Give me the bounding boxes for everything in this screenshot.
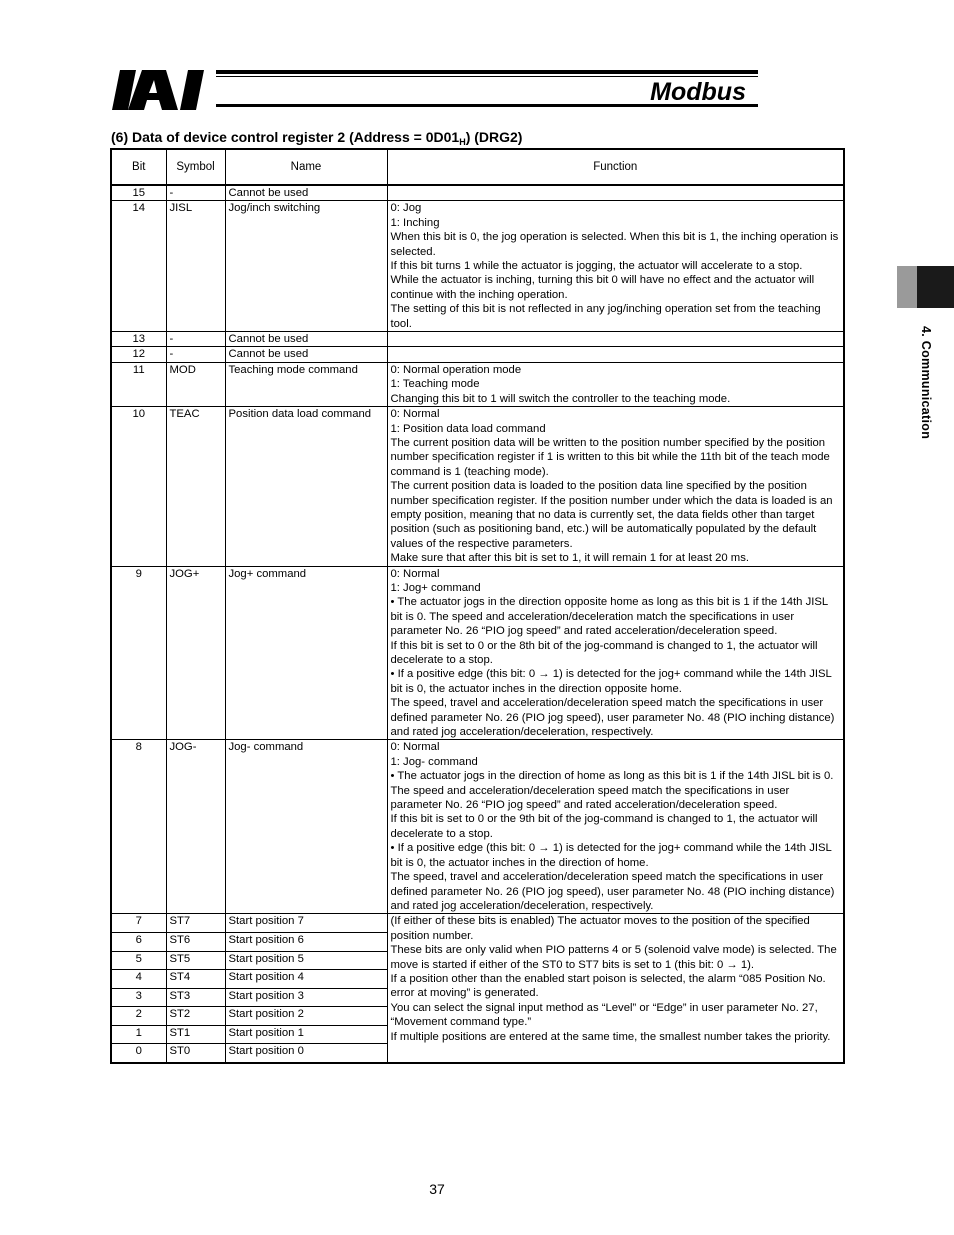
bit-cell: 10 [111,407,166,566]
symbol-cell: - [166,347,225,362]
function-line: The speed, travel and acceleration/deceleration speed match the specifications in user defined parameter No. 26 (PIO jog speed), user parameter No. 48 (PIO inching distance) and rated jog acceleration/deceleration, respectively. [390,871,835,912]
name-cell: Teaching mode command [225,362,387,406]
bit-cell: 3 [111,988,166,1007]
table-row [111,407,844,566]
symbol-cell: ST0 [166,1044,225,1063]
function-line: 0: Normal [390,567,440,580]
header-name: Name [225,149,387,185]
function-line: These bits are only valid when PIO patterns 4 or 5 (solenoid valve mode) is selected. The move is started if either of the ST0 to ST7 bits is set to 1 (this bit: 0 → 1). [390,944,837,971]
section-title-subscript: H [459,137,466,147]
section-title-prefix: (6) Data of device control register 2 (Address = 0D01 [111,129,460,145]
chapter-label: 4. Communication [919,326,933,440]
function-line: The current position data is loaded to the position data line specified by the position number specification register. If the position number under which the data is loaded is an empty position, meaning that no data is currently set, the data fields other than target position (such as positioning band, etc.) will be automatically populated by the default values of the respective parameters. [390,480,833,550]
symbol-cell: JISL [166,201,225,332]
function-line: The speed, travel and acceleration/deceleration speed match the specifications in user defined parameter No. 26 (PIO jog speed), user parameter No. 48 (PIO inching distance) and rated jog acceleration/deceleration, respectively. [390,697,835,739]
table-body [111,185,844,1063]
function-line: • The actuator jogs in the direction of home as long as this bit is 1 if the 14th JISL bit is 0. The speed and acceleration/deceleration speed match the specifications in user parameter No. 26 “PIO jog speed” and rated acceleration/deceleration speed. [390,770,834,812]
table-row [111,740,844,914]
function-line: • The actuator jogs in the direction opposite home as long as this bit is 1 if the 14th JISL bit is 0. The speed and acceleration/deceleration match the specifications in user parameter No. 26 “PIO jog speed” and rated acceleration/deceleration speed. [390,596,828,638]
product-title: Modbus [650,78,746,106]
function-line: 1: Jog- command [390,755,478,768]
symbol-cell: - [166,332,225,347]
bit-cell: 9 [111,566,166,740]
function-line: If a position other than the enabled start poison is selected, the alarm “085 Position No. error at moving” is generated. [390,972,826,1000]
name-cell: Cannot be used [225,347,387,362]
name-cell: Start position 1 [225,1025,387,1044]
function-line: If this bit turns 1 while the actuator is jogging, the actuator will accelerate to a stop. [390,260,803,273]
table-row [111,362,844,406]
symbol-cell: ST5 [166,951,225,970]
bit-cell: 6 [111,932,166,951]
function-line: If this bit is set to 0 or the 9th bit of the jog-command is changed to 1, the actuator will decelerate to a stop. [390,813,818,840]
function-line: When this bit is 0, the jog operation is selected. When this bit is 1, the inching operation is selected. [390,231,839,258]
function-line: (If either of these bits is enabled) The actuator moves to the position of the specified position number. [390,915,810,942]
bit-cell: 0 [111,1044,166,1063]
name-cell: Cannot be used [225,332,387,347]
table-row [111,914,844,933]
chapter-tab-dark [917,266,954,308]
bit-cell: 1 [111,1025,166,1044]
bit-cell: 5 [111,951,166,970]
symbol-cell: ST1 [166,1025,225,1044]
symbol-cell: - [166,185,225,201]
bit-cell: 11 [111,362,166,406]
function-line: The setting of this bit is not reflected in any jog/inching operation set from the teaching tool. [390,303,821,330]
bit-cell: 13 [111,332,166,347]
page-number: 37 [429,1181,445,1197]
function-cell [387,347,844,362]
function-cell [387,914,844,1063]
function-line: You can select the signal input method as “Level” or “Edge” in user parameter No. 27, “Movement command type.” [390,1001,818,1029]
symbol-cell: ST6 [166,932,225,951]
function-cell [387,185,844,201]
function-line: 0: Jog [390,202,422,215]
name-cell: Position data load command [225,407,387,566]
name-cell: Start position 0 [225,1044,387,1063]
function-line: If multiple positions are entered at the same time, the smallest number takes the priority. [390,1030,831,1043]
name-cell: Start position 7 [225,914,387,933]
function-line: 0: Normal operation mode [390,363,522,376]
function-cell [387,201,844,332]
name-cell: Start position 6 [225,932,387,951]
name-cell: Jog- command [225,740,387,914]
name-cell: Start position 3 [225,988,387,1007]
bit-cell: 8 [111,740,166,914]
bit-cell: 14 [111,201,166,332]
symbol-cell: JOG- [166,740,225,914]
name-cell: Cannot be used [225,185,387,201]
header-rule-thick [216,70,758,74]
name-cell: Jog/inch switching [225,201,387,332]
header-bit: Bit [111,149,166,185]
function-line: If this bit is set to 0 or the 8th bit of the jog-command is changed to 1, the actuator will decelerate to a stop. [390,639,818,666]
chapter-tab-light [897,266,917,308]
bit-cell: 12 [111,347,166,362]
bit-cell: 4 [111,970,166,989]
function-cell [387,407,844,566]
bit-cell: 2 [111,1007,166,1026]
function-cell [387,740,844,914]
table-row [111,185,844,201]
symbol-cell: TEAC [166,407,225,566]
function-cell [387,362,844,406]
table-row [111,332,844,347]
bit-cell: 7 [111,914,166,933]
function-line: Changing this bit to 1 will switch the controller to the teaching mode. [390,392,731,405]
function-line: 0: Normal [390,408,440,421]
section-title-suffix: ) (DRG2) [465,129,523,145]
name-cell: Start position 4 [225,970,387,989]
symbol-cell: ST2 [166,1007,225,1026]
table-row [111,347,844,362]
name-cell: Start position 5 [225,951,387,970]
symbol-cell: ST4 [166,970,225,989]
table-row [111,201,844,332]
name-cell: Jog+ command [225,566,387,740]
function-line: 1: Position data load command [390,422,546,435]
bit-cell: 15 [111,185,166,201]
header-function: Function [387,149,844,185]
function-line: • If a positive edge (this bit: 0 → 1) is detected for the jog+ command while the 14th JISL bit is 0, the actuator inches in the direction opposite home. [390,668,832,695]
section-title [111,129,522,147]
function-line: While the actuator is inching, turning this bit 0 will have no effect and the actuator will continue with the inching operation. [390,274,815,301]
function-cell [387,332,844,347]
function-line: 1: Inching [390,216,440,229]
name-cell: Start position 2 [225,1007,387,1026]
header-symbol: Symbol [166,149,225,185]
symbol-cell: ST3 [166,988,225,1007]
register-table [110,148,845,1064]
symbol-cell: JOG+ [166,566,225,740]
table-header-row [111,149,844,185]
function-cell [387,566,844,740]
symbol-cell: MOD [166,362,225,406]
function-line: Make sure that after this bit is set to 1, it will remain 1 for at least 20 ms. [390,552,750,565]
header-rule-thin [216,76,758,77]
function-line: 0: Normal [390,741,440,754]
function-line: • If a positive edge (this bit: 0 → 1) is detected for the jog+ command while the 14th JISL bit is 0, the actuator inches in the direction of home. [390,842,832,869]
function-line: 1: Jog+ command [390,581,481,594]
function-line: The current position data will be written to the position number specified by the position number specification register if 1 is written to this bit while the 11th bit of the teach mode command is 1 (teaching mode). [390,436,830,478]
table-row [111,566,844,740]
function-line: 1: Teaching mode [390,378,480,391]
symbol-cell: ST7 [166,914,225,933]
iai-logo [112,70,212,110]
